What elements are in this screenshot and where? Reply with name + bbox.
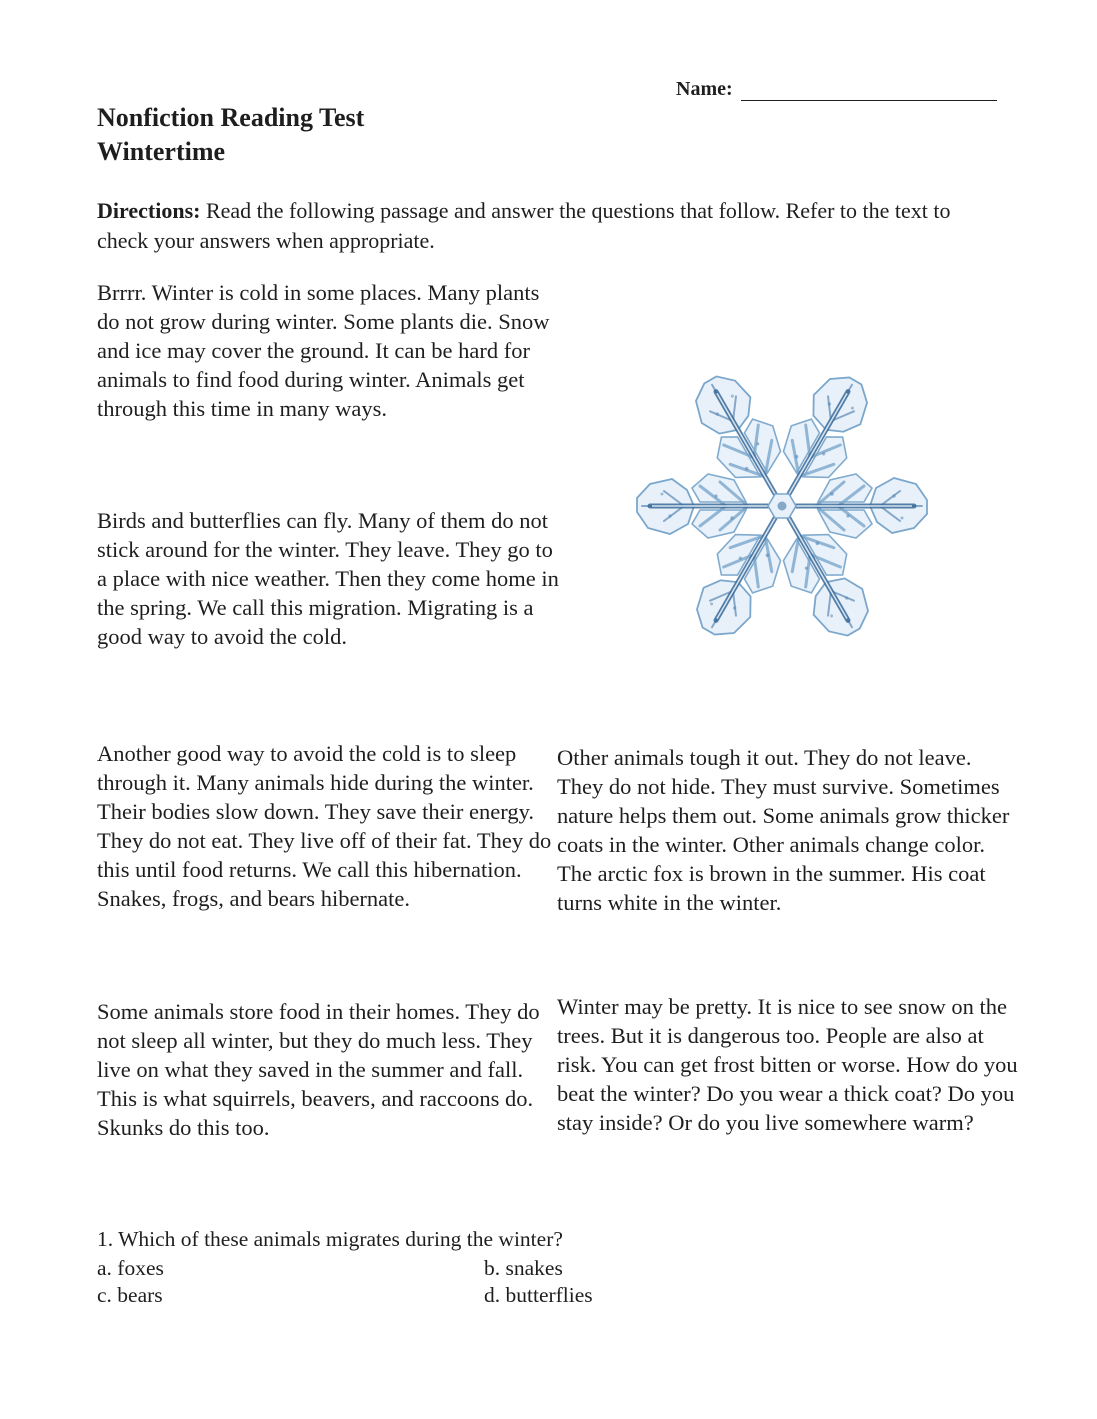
passage-paragraph-3: Another good way to avoid the cold is to sleep through it. Many animals hide during the winter. Their bodies slow down. They save their energy. They do not eat. They live off of their fat. They do this until food returns. We call this hibernation. Snakes, frogs, and bears hibernate.: [97, 741, 552, 911]
passage-paragraph-5: Other animals tough it out. They do not leave. They do not hide. They must survive. Sometimes nature helps them out. Some animals grow thicker coats in the winter. Other animals change color. The arctic fox is brown in the summer. His coat turns white in the winter.: [557, 745, 1010, 915]
passage-paragraph-2: Birds and butterflies can fly. Many of them do not stick around for the winter. They leave. They go to a place with nice weather. Then they come home in the spring. We call this migration. Migrating is a good way to avoid the cold.: [97, 508, 559, 649]
title-line-1: Nonfiction Reading Test: [97, 103, 365, 132]
question-1-options: [97, 1255, 997, 1309]
snowflake-image-container: [612, 356, 952, 656]
question-1-option-b: b. snakes: [484, 1256, 563, 1280]
question-1-option-a: a. foxes: [97, 1256, 164, 1280]
name-label: Name:: [676, 78, 733, 100]
directions-label: Directions:: [97, 198, 201, 223]
question-1-option-d: d. butterflies: [484, 1283, 593, 1307]
question-1-text: 1. Which of these animals migrates during the winter?: [97, 1227, 563, 1251]
page-title: [97, 101, 364, 169]
question-1: [97, 1226, 997, 1309]
question-1-option-c: c. bears: [97, 1283, 163, 1307]
passage-paragraph-4: Some animals store food in their homes. They do not sleep all winter, but they do much less. They live on what they saved in the summer and fall. This is what squirrels, beavers, and raccoons do. Skunks do this too.: [97, 999, 540, 1140]
name-blank-line: [741, 81, 997, 101]
snowflake-image: [612, 356, 952, 656]
directions: [97, 196, 997, 256]
passage-paragraph-6: Winter may be pretty. It is nice to see snow on the trees. But it is dangerous too. People are also at risk. You can get frost bitten or worse. How do you beat the winter? Do you wear a thick coat? Do you stay inside? Or do you live somewhere warm?: [557, 994, 1018, 1135]
name-field-row: [676, 78, 997, 101]
title-line-2: Wintertime: [97, 137, 226, 166]
passage-paragraph-1: Brrrr. Winter is cold in some places. Many plants do not grow during winter. Some plants die. Snow and ice may cover the ground. It can be hard for animals to find food during winter. Animals get through this time in many ways.: [97, 280, 550, 421]
directions-text: Read the following passage and answer the questions that follow. Refer to the text to check your answers when appropriate.: [97, 198, 951, 253]
